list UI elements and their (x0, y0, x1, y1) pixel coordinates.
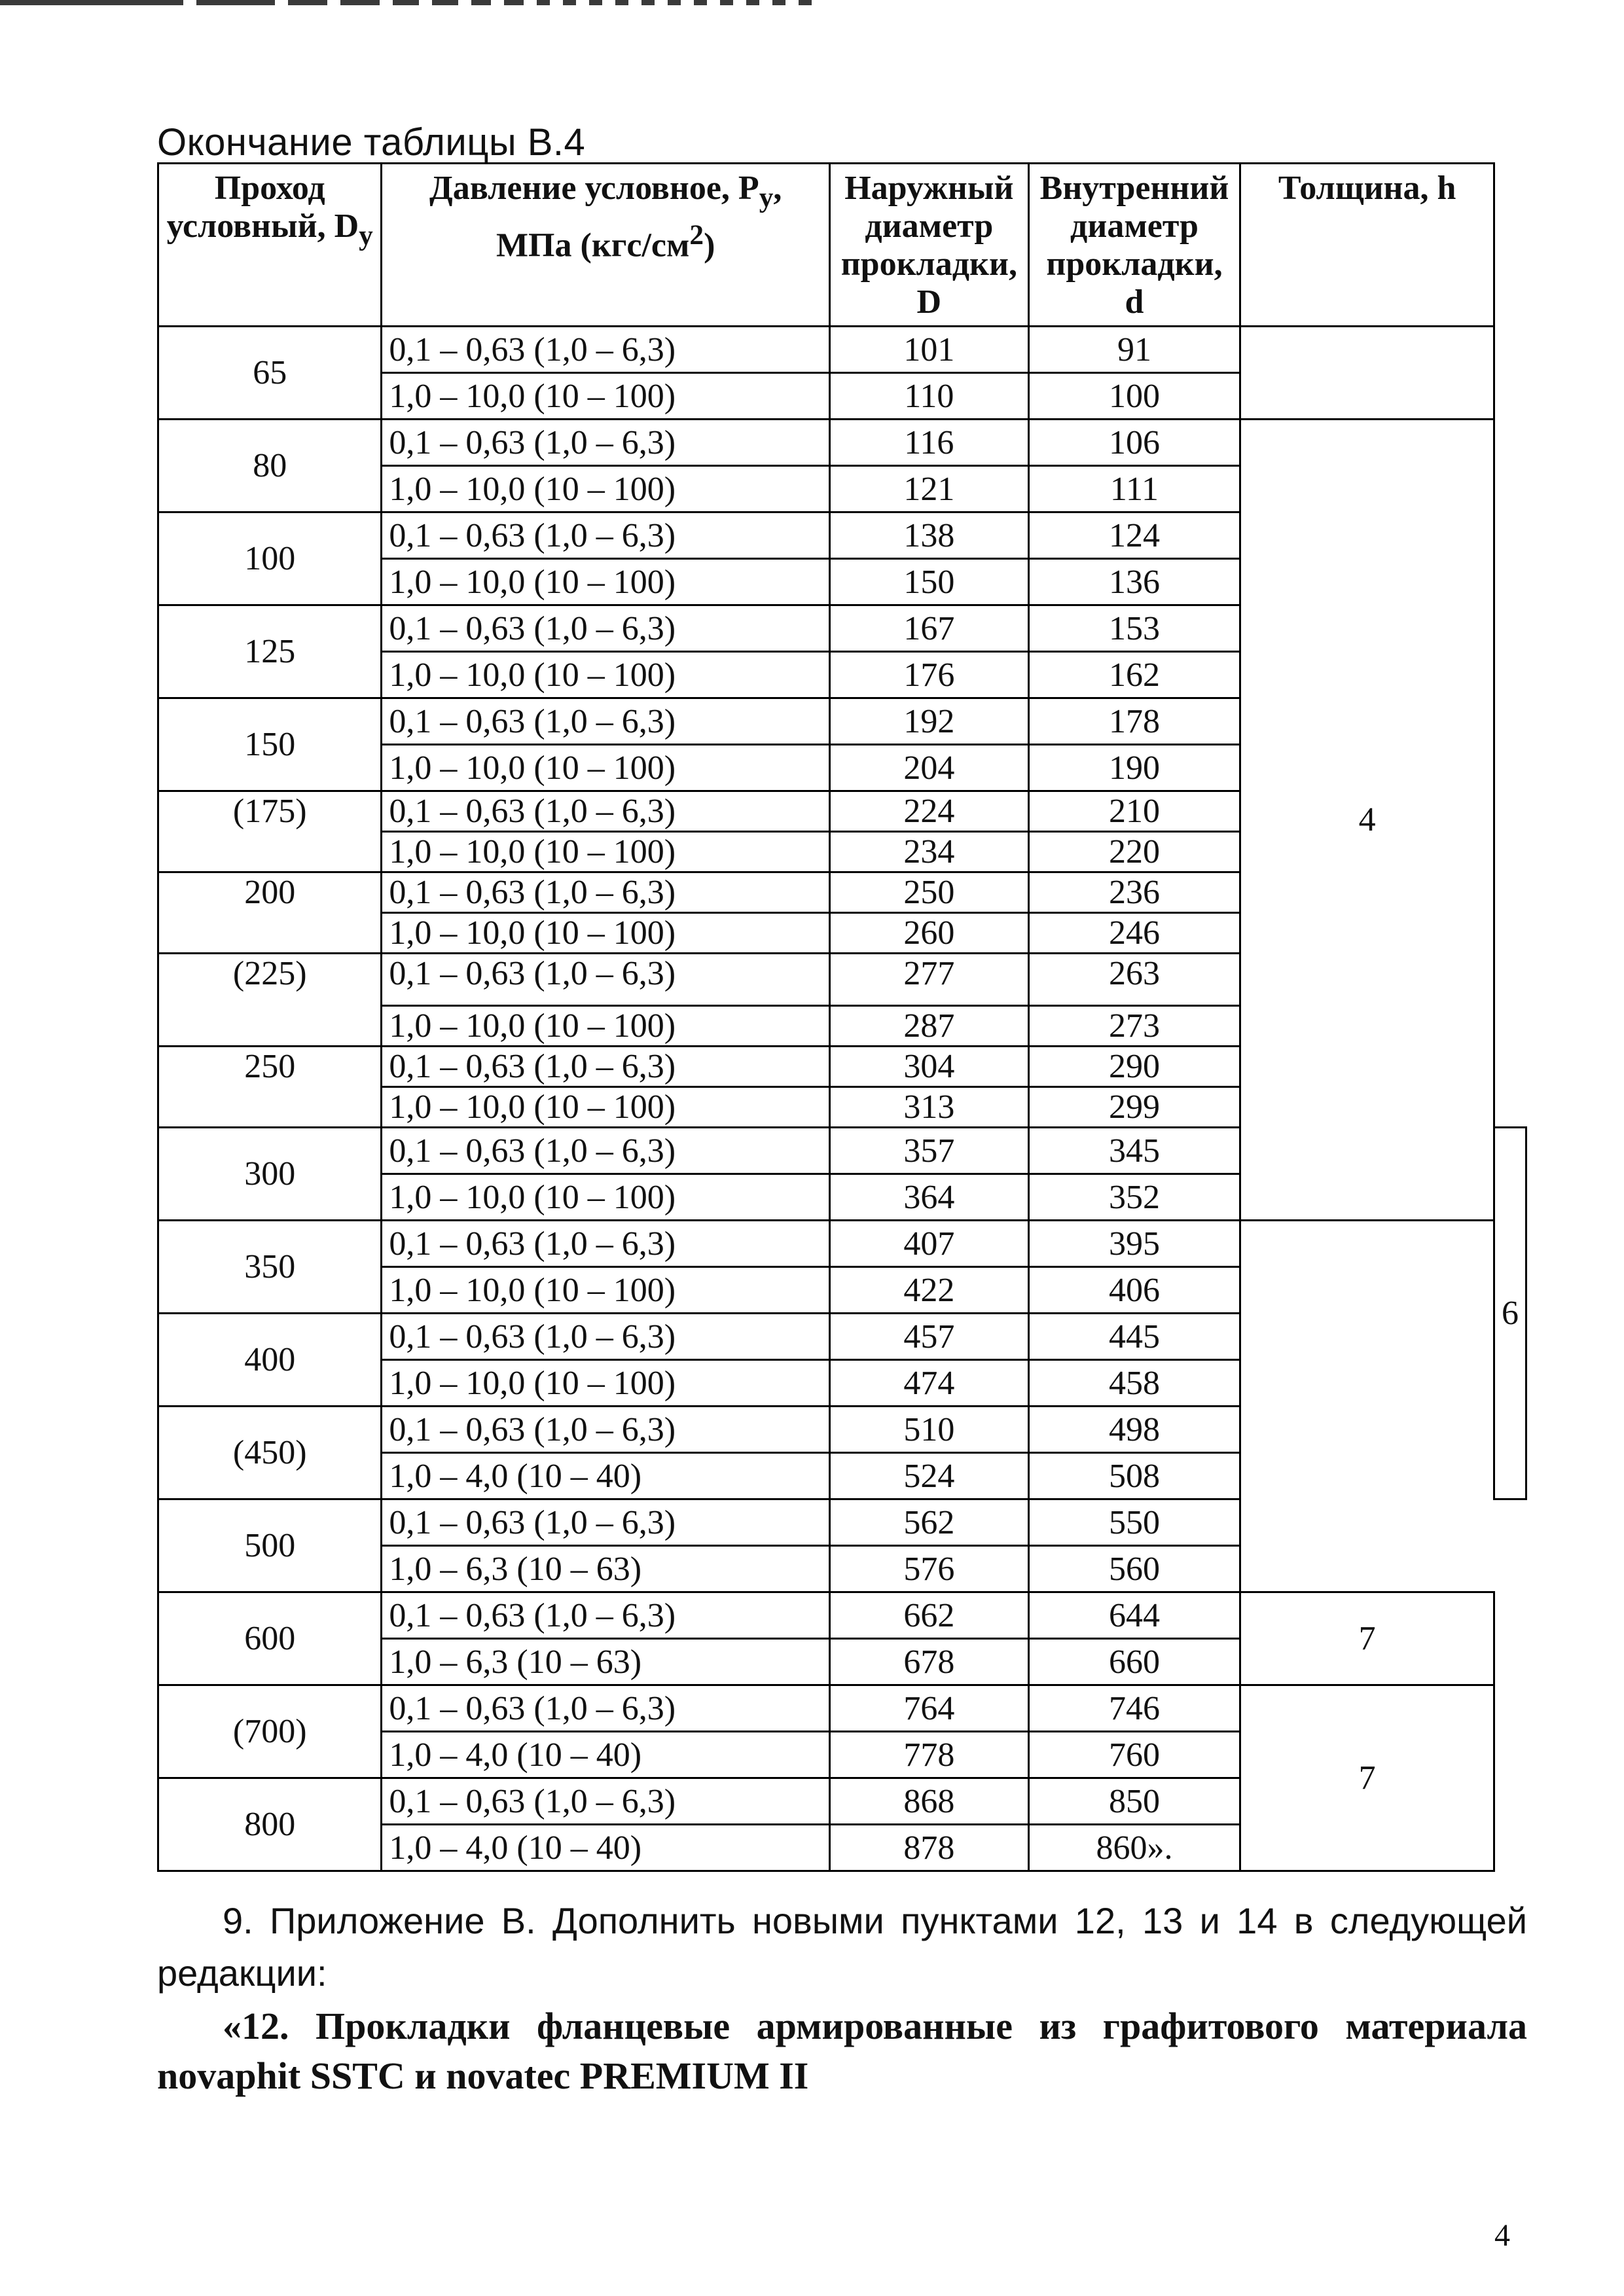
outer-diameter-cell: 304 (829, 1047, 1028, 1087)
outer-diameter-cell: 357 (829, 1128, 1028, 1174)
thickness-cell: 7 (1240, 1592, 1494, 1685)
gasket-dimensions-table (157, 162, 1527, 1872)
pressure-cell: 0,1 – 0,63 (1,0 – 6,3) (382, 1685, 830, 1732)
outer-diameter-cell: 138 (829, 512, 1028, 559)
pressure-cell: 1,0 – 10,0 (10 – 100) (382, 652, 830, 698)
pressure-cell: 1,0 – 4,0 (10 – 40) (382, 1732, 830, 1778)
scan-artifact (772, 0, 785, 5)
pressure-cell: 1,0 – 4,0 (10 – 40) (382, 1825, 830, 1871)
table-row (158, 1221, 1526, 1267)
scan-artifact (746, 0, 759, 5)
pressure-cell: 1,0 – 10,0 (10 – 100) (382, 1360, 830, 1407)
outer-diameter-cell: 101 (829, 327, 1028, 373)
outer-diameter-cell: 422 (829, 1267, 1028, 1314)
thickness-cell: 6 (1494, 1128, 1526, 1499)
outer-diameter-cell: 234 (829, 832, 1028, 872)
pressure-cell: 1,0 – 10,0 (10 – 100) (382, 1087, 830, 1128)
scan-artifact (504, 0, 524, 5)
inner-diameter-cell: 760 (1028, 1732, 1240, 1778)
outer-diameter-cell: 510 (829, 1407, 1028, 1453)
inner-diameter-cell: 290 (1028, 1047, 1240, 1087)
table-row (158, 1685, 1526, 1732)
outer-diameter-cell: 678 (829, 1639, 1028, 1685)
paragraph-item-9: 9. Приложение В. Дополнить новыми пунктами 12, 13 и 14 в следующей редакции: (157, 1900, 1527, 1994)
table-row (158, 1592, 1526, 1639)
pressure-cell: 0,1 – 0,63 (1,0 – 6,3) (382, 1499, 830, 1546)
outer-diameter-cell: 778 (829, 1732, 1028, 1778)
pressure-cell: 1,0 – 10,0 (10 – 100) (382, 1267, 830, 1314)
scan-artifact (432, 0, 458, 5)
outer-diameter-cell: 662 (829, 1592, 1028, 1639)
nominal-bore-cell: (175) (158, 791, 382, 872)
inner-diameter-cell: 124 (1028, 512, 1240, 559)
outer-diameter-cell: 224 (829, 791, 1028, 832)
header-inner-diameter: Внутренний диаметр прокладки, d (1028, 164, 1240, 327)
nominal-bore-cell: 65 (158, 327, 382, 420)
nominal-bore-cell: 300 (158, 1128, 382, 1221)
pressure-cell: 0,1 – 0,63 (1,0 – 6,3) (382, 1128, 830, 1174)
nominal-bore-cell: (225) (158, 954, 382, 1047)
scan-artifact (694, 0, 707, 5)
pressure-cell: 0,1 – 0,63 (1,0 – 6,3) (382, 872, 830, 913)
inner-diameter-cell: 246 (1028, 913, 1240, 954)
pressure-cell: 1,0 – 10,0 (10 – 100) (382, 913, 830, 954)
inner-diameter-cell: 299 (1028, 1087, 1240, 1128)
nominal-bore-cell: 800 (158, 1778, 382, 1871)
pressure-cell: 0,1 – 0,63 (1,0 – 6,3) (382, 791, 830, 832)
table-header-row (158, 164, 1526, 327)
header-outer-diameter: Наружный диаметр прокладки, D (829, 164, 1028, 327)
nominal-bore-cell: 500 (158, 1499, 382, 1592)
outer-diameter-cell: 364 (829, 1174, 1028, 1221)
pressure-cell: 1,0 – 6,3 (10 – 63) (382, 1639, 830, 1685)
pressure-cell: 0,1 – 0,63 (1,0 – 6,3) (382, 1778, 830, 1825)
table-row (158, 1407, 1526, 1453)
nominal-bore-cell: 600 (158, 1592, 382, 1685)
paragraph-item-12-heading: «12. Прокладки фланцевые армированные из графитового материала novaphit SSTC и novatec PREMIUM II (157, 2005, 1527, 2097)
outer-diameter-cell: 313 (829, 1087, 1028, 1128)
inner-diameter-cell: 644 (1028, 1592, 1240, 1639)
pressure-cell: 1,0 – 10,0 (10 – 100) (382, 1174, 830, 1221)
inner-diameter-cell: 106 (1028, 420, 1240, 466)
outer-diameter-cell: 204 (829, 745, 1028, 791)
thickness-cell: 7 (1240, 1685, 1494, 1871)
inner-diameter-cell: 445 (1028, 1314, 1240, 1360)
table-row (158, 1499, 1526, 1546)
outer-diameter-cell: 764 (829, 1685, 1028, 1732)
scan-artifact (288, 0, 327, 5)
outer-diameter-cell: 868 (829, 1778, 1028, 1825)
scan-artifact (720, 0, 733, 5)
inner-diameter-cell: 273 (1028, 1006, 1240, 1047)
pressure-cell: 0,1 – 0,63 (1,0 – 6,3) (382, 1314, 830, 1360)
inner-diameter-cell: 220 (1028, 832, 1240, 872)
inner-diameter-cell: 236 (1028, 872, 1240, 913)
inner-diameter-cell: 263 (1028, 954, 1240, 1006)
inner-diameter-cell: 850 (1028, 1778, 1240, 1825)
scan-artifact (668, 0, 681, 5)
scan-artifact (589, 0, 602, 5)
inner-diameter-cell: 91 (1028, 327, 1240, 373)
nominal-bore-cell: 125 (158, 605, 382, 698)
inner-diameter-cell: 178 (1028, 698, 1240, 745)
pressure-cell: 1,0 – 10,0 (10 – 100) (382, 559, 830, 605)
inner-diameter-cell: 136 (1028, 559, 1240, 605)
nominal-bore-cell: 150 (158, 698, 382, 791)
nominal-bore-cell: (700) (158, 1685, 382, 1778)
pressure-cell: 1,0 – 10,0 (10 – 100) (382, 1006, 830, 1047)
outer-diameter-cell: 407 (829, 1221, 1028, 1267)
pressure-cell: 1,0 – 10,0 (10 – 100) (382, 466, 830, 512)
nominal-bore-cell: 400 (158, 1314, 382, 1407)
outer-diameter-cell: 287 (829, 1006, 1028, 1047)
nominal-bore-cell: (450) (158, 1407, 382, 1499)
inner-diameter-cell: 210 (1028, 791, 1240, 832)
inner-diameter-cell: 746 (1028, 1685, 1240, 1732)
inner-diameter-cell: 660 (1028, 1639, 1240, 1685)
inner-diameter-cell: 190 (1028, 745, 1240, 791)
outer-diameter-cell: 562 (829, 1499, 1028, 1546)
pressure-cell: 0,1 – 0,63 (1,0 – 6,3) (382, 1592, 830, 1639)
inner-diameter-cell: 352 (1028, 1174, 1240, 1221)
pressure-cell: 1,0 – 4,0 (10 – 40) (382, 1453, 830, 1499)
outer-diameter-cell: 116 (829, 420, 1028, 466)
table-row (158, 327, 1526, 373)
outer-diameter-cell: 192 (829, 698, 1028, 745)
pressure-cell: 0,1 – 0,63 (1,0 – 6,3) (382, 420, 830, 466)
nominal-bore-cell: 250 (158, 1047, 382, 1128)
thickness-cell (1240, 327, 1494, 420)
scan-artifact (615, 0, 628, 5)
nominal-bore-cell: 350 (158, 1221, 382, 1314)
outer-diameter-cell: 457 (829, 1314, 1028, 1360)
nominal-bore-cell: 100 (158, 512, 382, 605)
inner-diameter-cell: 395 (1028, 1221, 1240, 1267)
inner-diameter-cell: 508 (1028, 1453, 1240, 1499)
inner-diameter-cell: 345 (1028, 1128, 1240, 1174)
outer-diameter-cell: 250 (829, 872, 1028, 913)
outer-diameter-cell: 474 (829, 1360, 1028, 1407)
outer-diameter-cell: 167 (829, 605, 1028, 652)
inner-diameter-cell: 162 (1028, 652, 1240, 698)
table-row (158, 420, 1526, 466)
inner-diameter-cell: 498 (1028, 1407, 1240, 1453)
pressure-cell: 0,1 – 0,63 (1,0 – 6,3) (382, 327, 830, 373)
scan-artifact (641, 0, 655, 5)
scan-artifact (196, 0, 275, 5)
header-nominal-pressure: Давление условное, $P_у$, МПа $(кгс/см^2)$ (382, 164, 830, 327)
pressure-cell: 1,0 – 10,0 (10 – 100) (382, 832, 830, 872)
header-nominal-bore: Проход условный, $D_у$ (158, 164, 382, 327)
inner-diameter-cell: 111 (1028, 466, 1240, 512)
scan-artifact (563, 0, 576, 5)
scan-artifact (537, 0, 550, 5)
outer-diameter-cell: 260 (829, 913, 1028, 954)
pressure-cell: 1,0 – 10,0 (10 – 100) (382, 373, 830, 420)
outer-diameter-cell: 524 (829, 1453, 1028, 1499)
inner-diameter-cell: 153 (1028, 605, 1240, 652)
nominal-bore-cell: 200 (158, 872, 382, 954)
outer-diameter-cell: 176 (829, 652, 1028, 698)
pressure-cell: 0,1 – 0,63 (1,0 – 6,3) (382, 512, 830, 559)
outer-diameter-cell: 277 (829, 954, 1028, 1006)
outer-diameter-cell: 576 (829, 1546, 1028, 1592)
pressure-cell: 1,0 – 6,3 (10 – 63) (382, 1546, 830, 1592)
header-thickness: Толщина, h (1240, 164, 1494, 327)
nominal-bore-cell: 80 (158, 420, 382, 512)
scan-artifact (393, 0, 419, 5)
inner-diameter-cell: 860». (1028, 1825, 1240, 1871)
scan-artifact (0, 0, 183, 5)
inner-diameter-cell: 560 (1028, 1546, 1240, 1592)
outer-diameter-cell: 110 (829, 373, 1028, 420)
scan-artifact (340, 0, 380, 5)
pressure-cell: 0,1 – 0,63 (1,0 – 6,3) (382, 1221, 830, 1267)
pressure-cell: 0,1 – 0,63 (1,0 – 6,3) (382, 1407, 830, 1453)
pressure-cell: 0,1 – 0,63 (1,0 – 6,3) (382, 954, 830, 1006)
scan-artifact (471, 0, 491, 5)
pressure-cell: 0,1 – 0,63 (1,0 – 6,3) (382, 698, 830, 745)
scan-artifact (799, 0, 812, 5)
inner-diameter-cell: 406 (1028, 1267, 1240, 1314)
outer-diameter-cell: 878 (829, 1825, 1028, 1871)
inner-diameter-cell: 550 (1028, 1499, 1240, 1546)
pressure-cell: 1,0 – 10,0 (10 – 100) (382, 745, 830, 791)
pressure-cell: 0,1 – 0,63 (1,0 – 6,3) (382, 1047, 830, 1087)
outer-diameter-cell: 121 (829, 466, 1028, 512)
inner-diameter-cell: 458 (1028, 1360, 1240, 1407)
inner-diameter-cell: 100 (1028, 373, 1240, 420)
thickness-cell: 4 (1240, 420, 1494, 1221)
table-caption: Окончание таблицы В.4 (157, 121, 586, 164)
pressure-cell: 0,1 – 0,63 (1,0 – 6,3) (382, 605, 830, 652)
table-row (158, 1314, 1526, 1360)
page-number: 4 (1494, 2218, 1510, 2253)
outer-diameter-cell: 150 (829, 559, 1028, 605)
